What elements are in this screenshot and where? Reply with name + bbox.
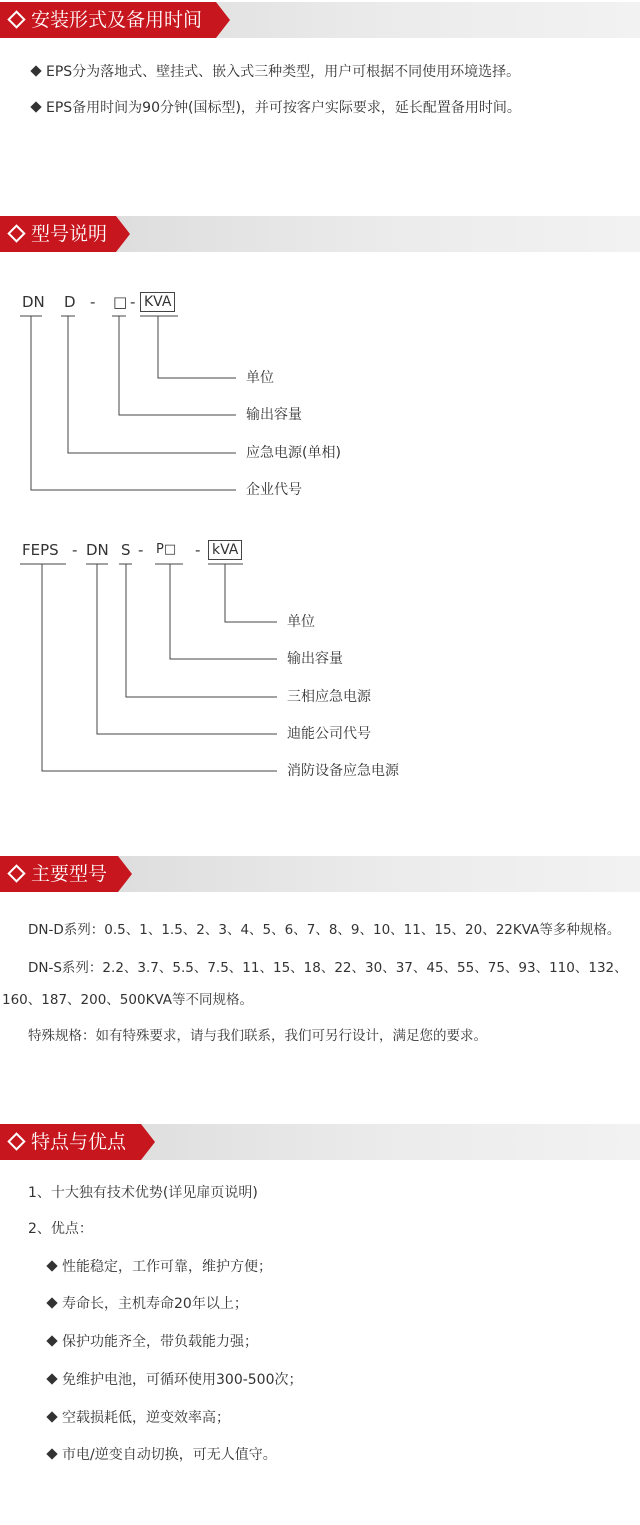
code-dash: -: [195, 541, 201, 559]
code-part-box: □: [113, 293, 128, 311]
list-item-text: 性能稳定，工作可靠，维护方便；: [62, 1259, 272, 1275]
feature-line: 1、十大独有技术优势(详见扉页说明): [28, 1185, 258, 1201]
model-line: 160、187、200、500KVA等不同规格。: [2, 992, 254, 1008]
header-tab: [0, 1124, 141, 1160]
code-part-dn: DN: [22, 293, 45, 311]
tab-arrow: [118, 856, 132, 892]
list-item: [48, 1370, 303, 1390]
diagram-label: 输出容量: [287, 651, 343, 667]
bullet-icon: [46, 1260, 57, 1271]
header-tab: [0, 856, 118, 892]
list-item: [48, 1332, 258, 1352]
section-header-features: [0, 1124, 640, 1160]
model-line: DN-D系列：0.5、1、1.5、2、3、4、5、6、7、8、9、10、11、15、20、22KVA等多种规格。: [28, 922, 621, 938]
code-dash: -: [72, 541, 78, 559]
code-part-d: D: [64, 293, 76, 311]
code-dash: -: [130, 293, 136, 311]
list-item-text: 空载损耗低，逆变效率高；: [62, 1410, 230, 1426]
code-part-s: S: [121, 541, 131, 559]
list-item-text: 免维护电池，可循环使用300-500次；: [62, 1372, 303, 1388]
list-item-text: EPS备用时间为90分钟(国标型)，并可按客户实际要求，延长配置备用时间。: [46, 100, 521, 116]
diagram-label: 迪能公司代号: [287, 726, 371, 742]
diagram-label: 应急电源(单相): [246, 445, 341, 461]
list-item-text: 保护功能齐全，带负载能力强；: [62, 1334, 258, 1350]
code-part-kva: kVA: [208, 540, 242, 560]
list-item-text: 寿命长，主机寿命20年以上；: [62, 1296, 248, 1312]
list-item: [48, 1445, 277, 1465]
list-item-text: EPS分为落地式、壁挂式、嵌入式三种类型，用户可根据不同使用环境选择。: [46, 64, 521, 80]
diagram-label: 三相应急电源: [287, 689, 371, 705]
code-part-kva: KVA: [140, 292, 175, 312]
diagram-label: 输出容量: [246, 407, 302, 423]
bullet-icon: [46, 1297, 57, 1308]
diagram-label: 单位: [246, 370, 274, 386]
list-item: [48, 1294, 248, 1314]
bullet-icon: [46, 1335, 57, 1346]
code-part-p: P□: [156, 542, 177, 557]
diagram-label: 单位: [287, 614, 315, 630]
code-dash: -: [90, 293, 96, 311]
section-title: 特点与优点: [31, 1131, 127, 1153]
diagram-label: 企业代号: [246, 482, 302, 498]
section-header-main-models: [0, 856, 640, 892]
tab-arrow: [141, 1124, 155, 1160]
diamond-icon: [7, 1132, 25, 1150]
section-title: 型号说明: [31, 223, 108, 245]
model-line: 特殊规格：如有特殊要求，请与我们联系，我们可另行设计，满足您的要求。: [28, 1028, 487, 1044]
code-part-feps: FEPS: [22, 541, 59, 559]
list-item: [48, 1408, 230, 1428]
code-dash: -: [138, 541, 144, 559]
model-line: DN-S系列：2.2、3.7、5.5、7.5、11、15、18、22、30、37、45、55、75、93、110、132、: [28, 960, 628, 976]
list-item: [48, 1257, 272, 1277]
diagram-label: 消防设备应急电源: [287, 763, 399, 779]
list-item-text: 市电/逆变自动切换，可无人值守。: [62, 1447, 277, 1463]
code-part-dn: DN: [86, 541, 109, 559]
feature-line: 2、优点：: [28, 1221, 93, 1237]
section-title: 安装形式及备用时间: [31, 9, 203, 31]
section-title: 主要型号: [31, 863, 108, 885]
bullet-icon: [46, 1373, 57, 1384]
diamond-icon: [7, 864, 25, 882]
bullet-icon: [46, 1411, 57, 1422]
bullet-icon: [46, 1448, 57, 1459]
